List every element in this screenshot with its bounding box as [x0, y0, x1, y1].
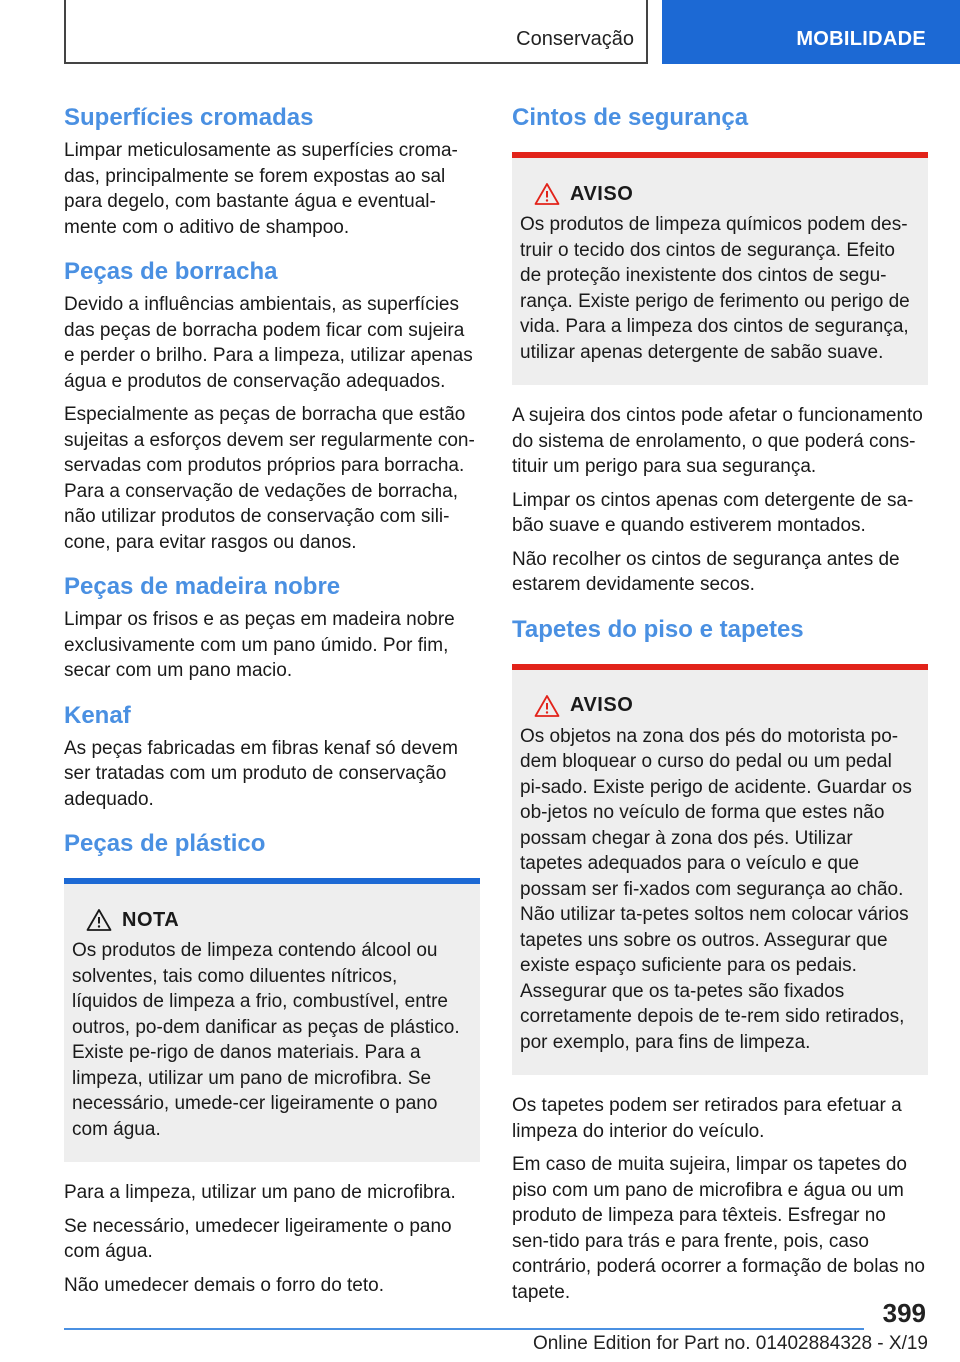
paragraph: Os tapetes podem ser retirados para efetuar a limpeza do interior do veículo. [512, 1095, 902, 1142]
heading-mats: Tapetes do piso e tapetes [512, 615, 804, 643]
paragraph: Limpar os cintos apenas com detergente de sa-bão suave e quando estiverem montados. [512, 489, 914, 536]
paragraph: Limpar meticulosamente as superfícies croma-das, principalmente se forem expostas ao sal para degelo, com bastante água e eventual-mente com o aditivo de shampoo. [64, 140, 458, 238]
paragraph: Limpar os frisos e as peças em madeira nobre exclusivamente com um pano úmido. Por fim, secar com um pano macio. [64, 609, 455, 681]
warning-text: Os produtos de limpeza químicos podem des-truir o tecido dos cintos de segurança. Efeito de proteção inexistente dos cintos de segu-rança. Existe perigo de ferimento ou perigo de vida. Para a limpeza dos cintos de segurança, utilizar apenas detergente de sabão suave. [520, 214, 910, 363]
note-box [64, 878, 480, 1162]
warning-label: AVISO [570, 182, 634, 205]
footer-divider [64, 1328, 864, 1330]
heading-wood: Peças de madeira nobre [64, 573, 341, 600]
paragraph: As peças fabricadas em fibras kenaf só devem ser tratadas com um produto de conservação adequado. [64, 737, 458, 810]
header-chapter-title: MOBILIDADE [796, 28, 926, 50]
warning-label: AVISO [570, 694, 634, 716]
note-header [86, 908, 466, 932]
warning-box [512, 664, 928, 1076]
heading-chrome: Superfícies cromadas [64, 104, 314, 131]
section-kenaf [64, 700, 480, 813]
section-mats [512, 614, 928, 1306]
paragraph: A sujeira dos cintos pode afetar o funcionamento do sistema de enrolamento, o que poderá cons-tituir um perigo para sua segurança. [512, 405, 923, 477]
warning-header [534, 694, 914, 718]
header-section-box [64, 0, 648, 64]
section-wood [64, 571, 480, 684]
paragraph: Para a limpeza, utilizar um pano de microfibra. [64, 1182, 456, 1203]
heading-kenaf: Kenaf [64, 701, 131, 729]
header-section-title: Conservação [516, 28, 634, 50]
paragraph: Não recolher os cintos de segurança antes de estarem devidamente secos. [512, 548, 900, 595]
note-text: Os produtos de limpeza contendo álcool ou solventes, tais como diluentes nítricos, líquidos de limpeza a frio, combustível, entre outros, po-dem danificar as peças de plástico. Existe pe-rigo de danos materiais. Para a limpeza, utilizar um pano de microfibra. Se necessário, umede-cer ligeiramente o pano com água. [72, 940, 460, 1140]
section-rubber [64, 256, 480, 555]
paragraph: Especialmente as peças de borracha que estão sujeitas a esforços devem ser regularmente con-servadas com produtos próprios para borracha. Para a conservação de vedações de borracha, não utilizar produtos de conservação com sili-cone, para evitar rasgos ou danos. [64, 404, 475, 553]
warning-text: Os objetos na zona dos pés do motorista po-dem bloquear o curso do pedal ou um pedal pi-sado. Existe perigo de acidente. Guardar os ob-jetos no veículo de forma que estes não possam chegar à zona dos pés. Utilizar tapetes adequados para o veículo e que possam ser fi-xados com segurança ao chão. Não utilizar ta-petes soltos nem colocar vários tapetes uns sobre os outros. Assegurar que existe espaço suficiente para os pedais. Assegurar que os ta-petes são fixados corretamente depois de te-rem sido retirados, por exemplo, para fins de limpeza. [520, 725, 912, 1053]
right-column [512, 102, 928, 1321]
heading-plastic: Peças de plástico [64, 830, 266, 857]
warning-triangle-icon [534, 694, 560, 718]
paragraph: Se necessário, umedecer ligeiramente o pano com água. [64, 1215, 452, 1262]
warning-triangle-icon [534, 182, 560, 206]
paragraph: Em caso de muita sujeira, limpar os tapetes do piso com um pano de microfibra e água ou um produto de limpeza para têxteis. Esfregar no sen-tido para trás e para frente, pois, caso contrário, poderá ocorrer a formação de bolas no tapete. [512, 1154, 925, 1303]
warning-triangle-icon [86, 908, 112, 932]
section-plastic [64, 828, 480, 1298]
section-belts [512, 102, 928, 598]
warning-header [534, 182, 914, 206]
note-label: NOTA [122, 908, 180, 931]
paragraph: Devido a influências ambientais, as superfícies das peças de borracha podem ficar com sujeira e perder o brilho. Para a limpeza, utilizar apenas água e produtos de conservação adequados. [64, 294, 473, 392]
paragraph: Não umedecer demais o forro do teto. [64, 1274, 385, 1296]
warning-box [512, 152, 928, 385]
heading-belts: Cintos de segurança [512, 104, 749, 131]
header-chapter-tab[interactable] [662, 0, 960, 64]
left-column [64, 102, 480, 1314]
heading-rubber: Peças de borracha [64, 258, 278, 285]
section-chrome [64, 102, 480, 240]
page-number: 399 [882, 1298, 926, 1328]
footer-edition: Online Edition for Part no. 01402884328 - X/19 [532, 1333, 928, 1354]
